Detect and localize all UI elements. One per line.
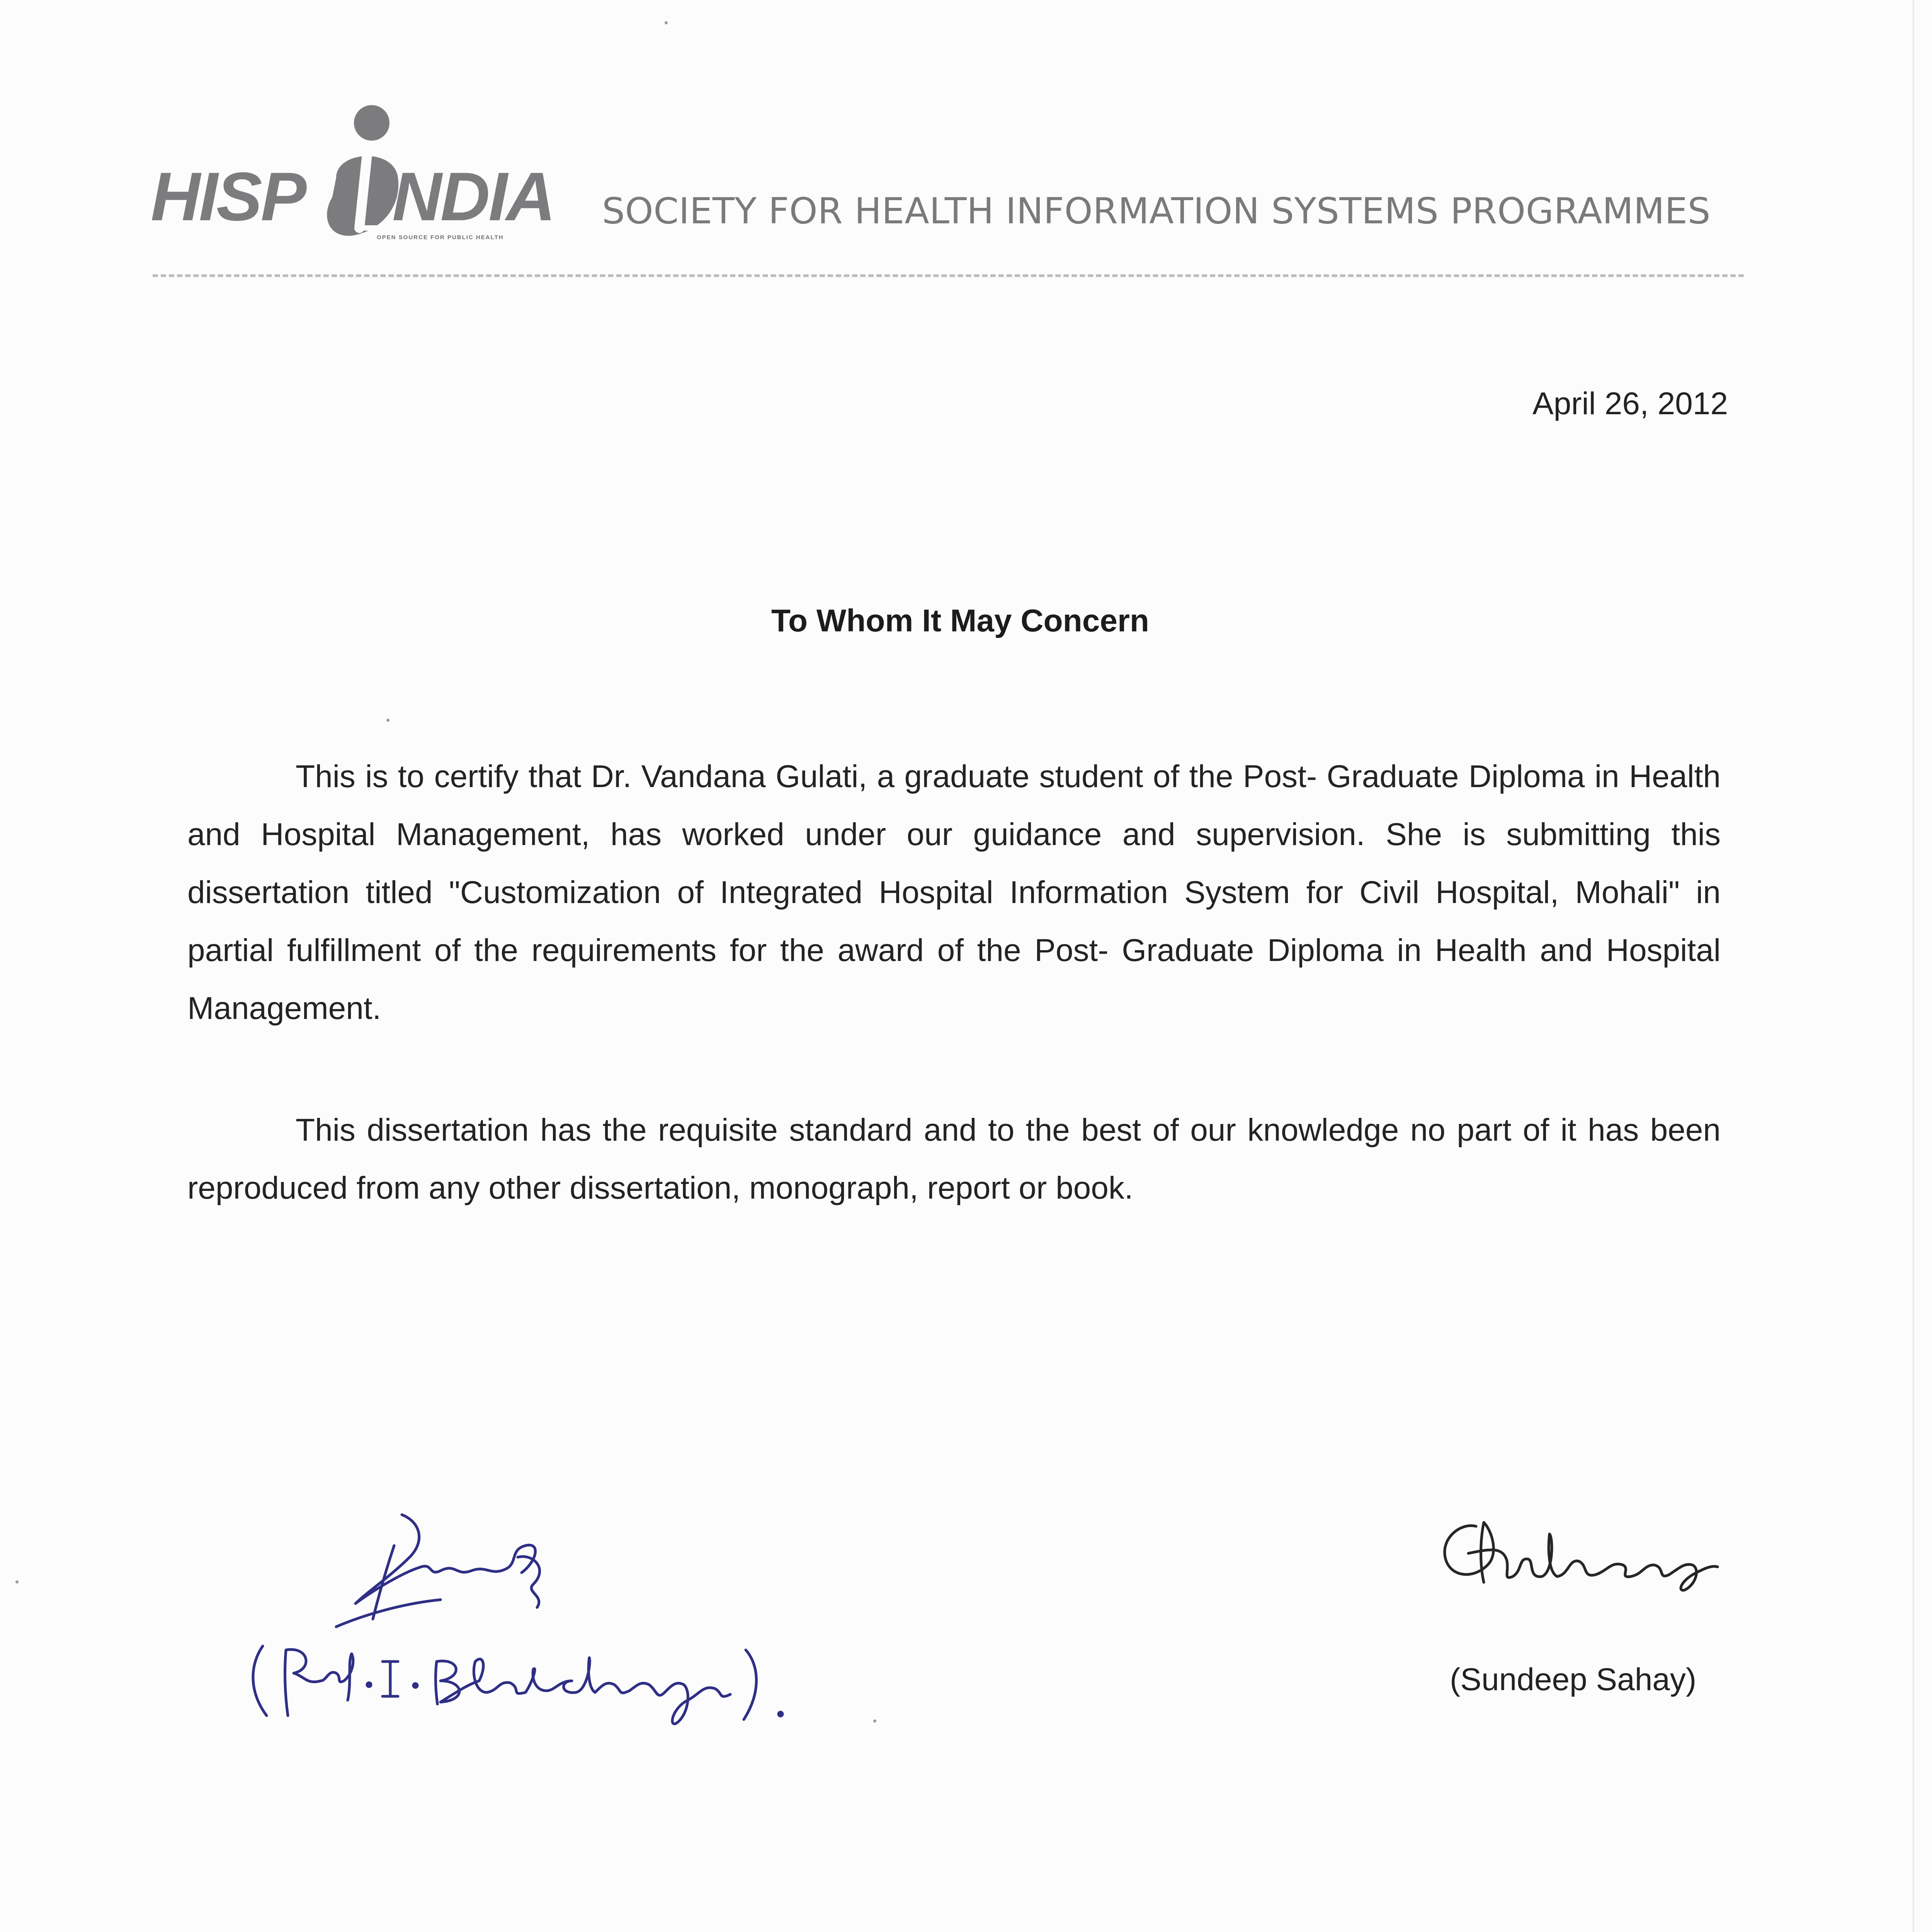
standard-paragraph: This dissertation has the requisite standard and to the best of our knowledge no part of it has been reproduced from any other dissertation, monograph, report or book. (187, 1112, 1721, 1206)
speck (873, 1719, 876, 1723)
letter-date: April 26, 2012 (1532, 386, 1728, 421)
speck (15, 1580, 19, 1583)
letter-subject: To Whom It May Concern (771, 603, 1149, 638)
hisp-india-logo (151, 97, 568, 251)
speck (386, 719, 389, 722)
logo-tagline: OPEN SOURCE FOR PUBLIC HEALTH (377, 234, 504, 241)
logo-word-left: HISP (151, 158, 305, 235)
scan-edge (1913, 0, 1914, 1932)
speck (665, 21, 668, 24)
organization-name: SOCIETY FOR HEALTH INFORMATION SYSTEMS PROGRAMMES (602, 190, 1711, 232)
certification-paragraph: This is to certify that Dr. Vandana Gulati, a graduate student of the Post- Graduate Diploma in Health and Hospital Management, has worked under our guidance and supervision. She is submitting this dissertation titled "Customization of Integrated Hospital Information System for Civil Hospital, Mohali" in partial fulfillment of the requirements for the award of the Post- Graduate Diploma in Health and Hospital Management. (187, 759, 1721, 1026)
logo-word-right: NDIA (392, 158, 554, 235)
signature-bhattacharya (240, 1499, 889, 1777)
header-divider (153, 274, 1744, 277)
signature-sahay (1430, 1507, 1723, 1623)
signatory-name-sahay: (Sundeep Sahay) (1450, 1662, 1697, 1697)
